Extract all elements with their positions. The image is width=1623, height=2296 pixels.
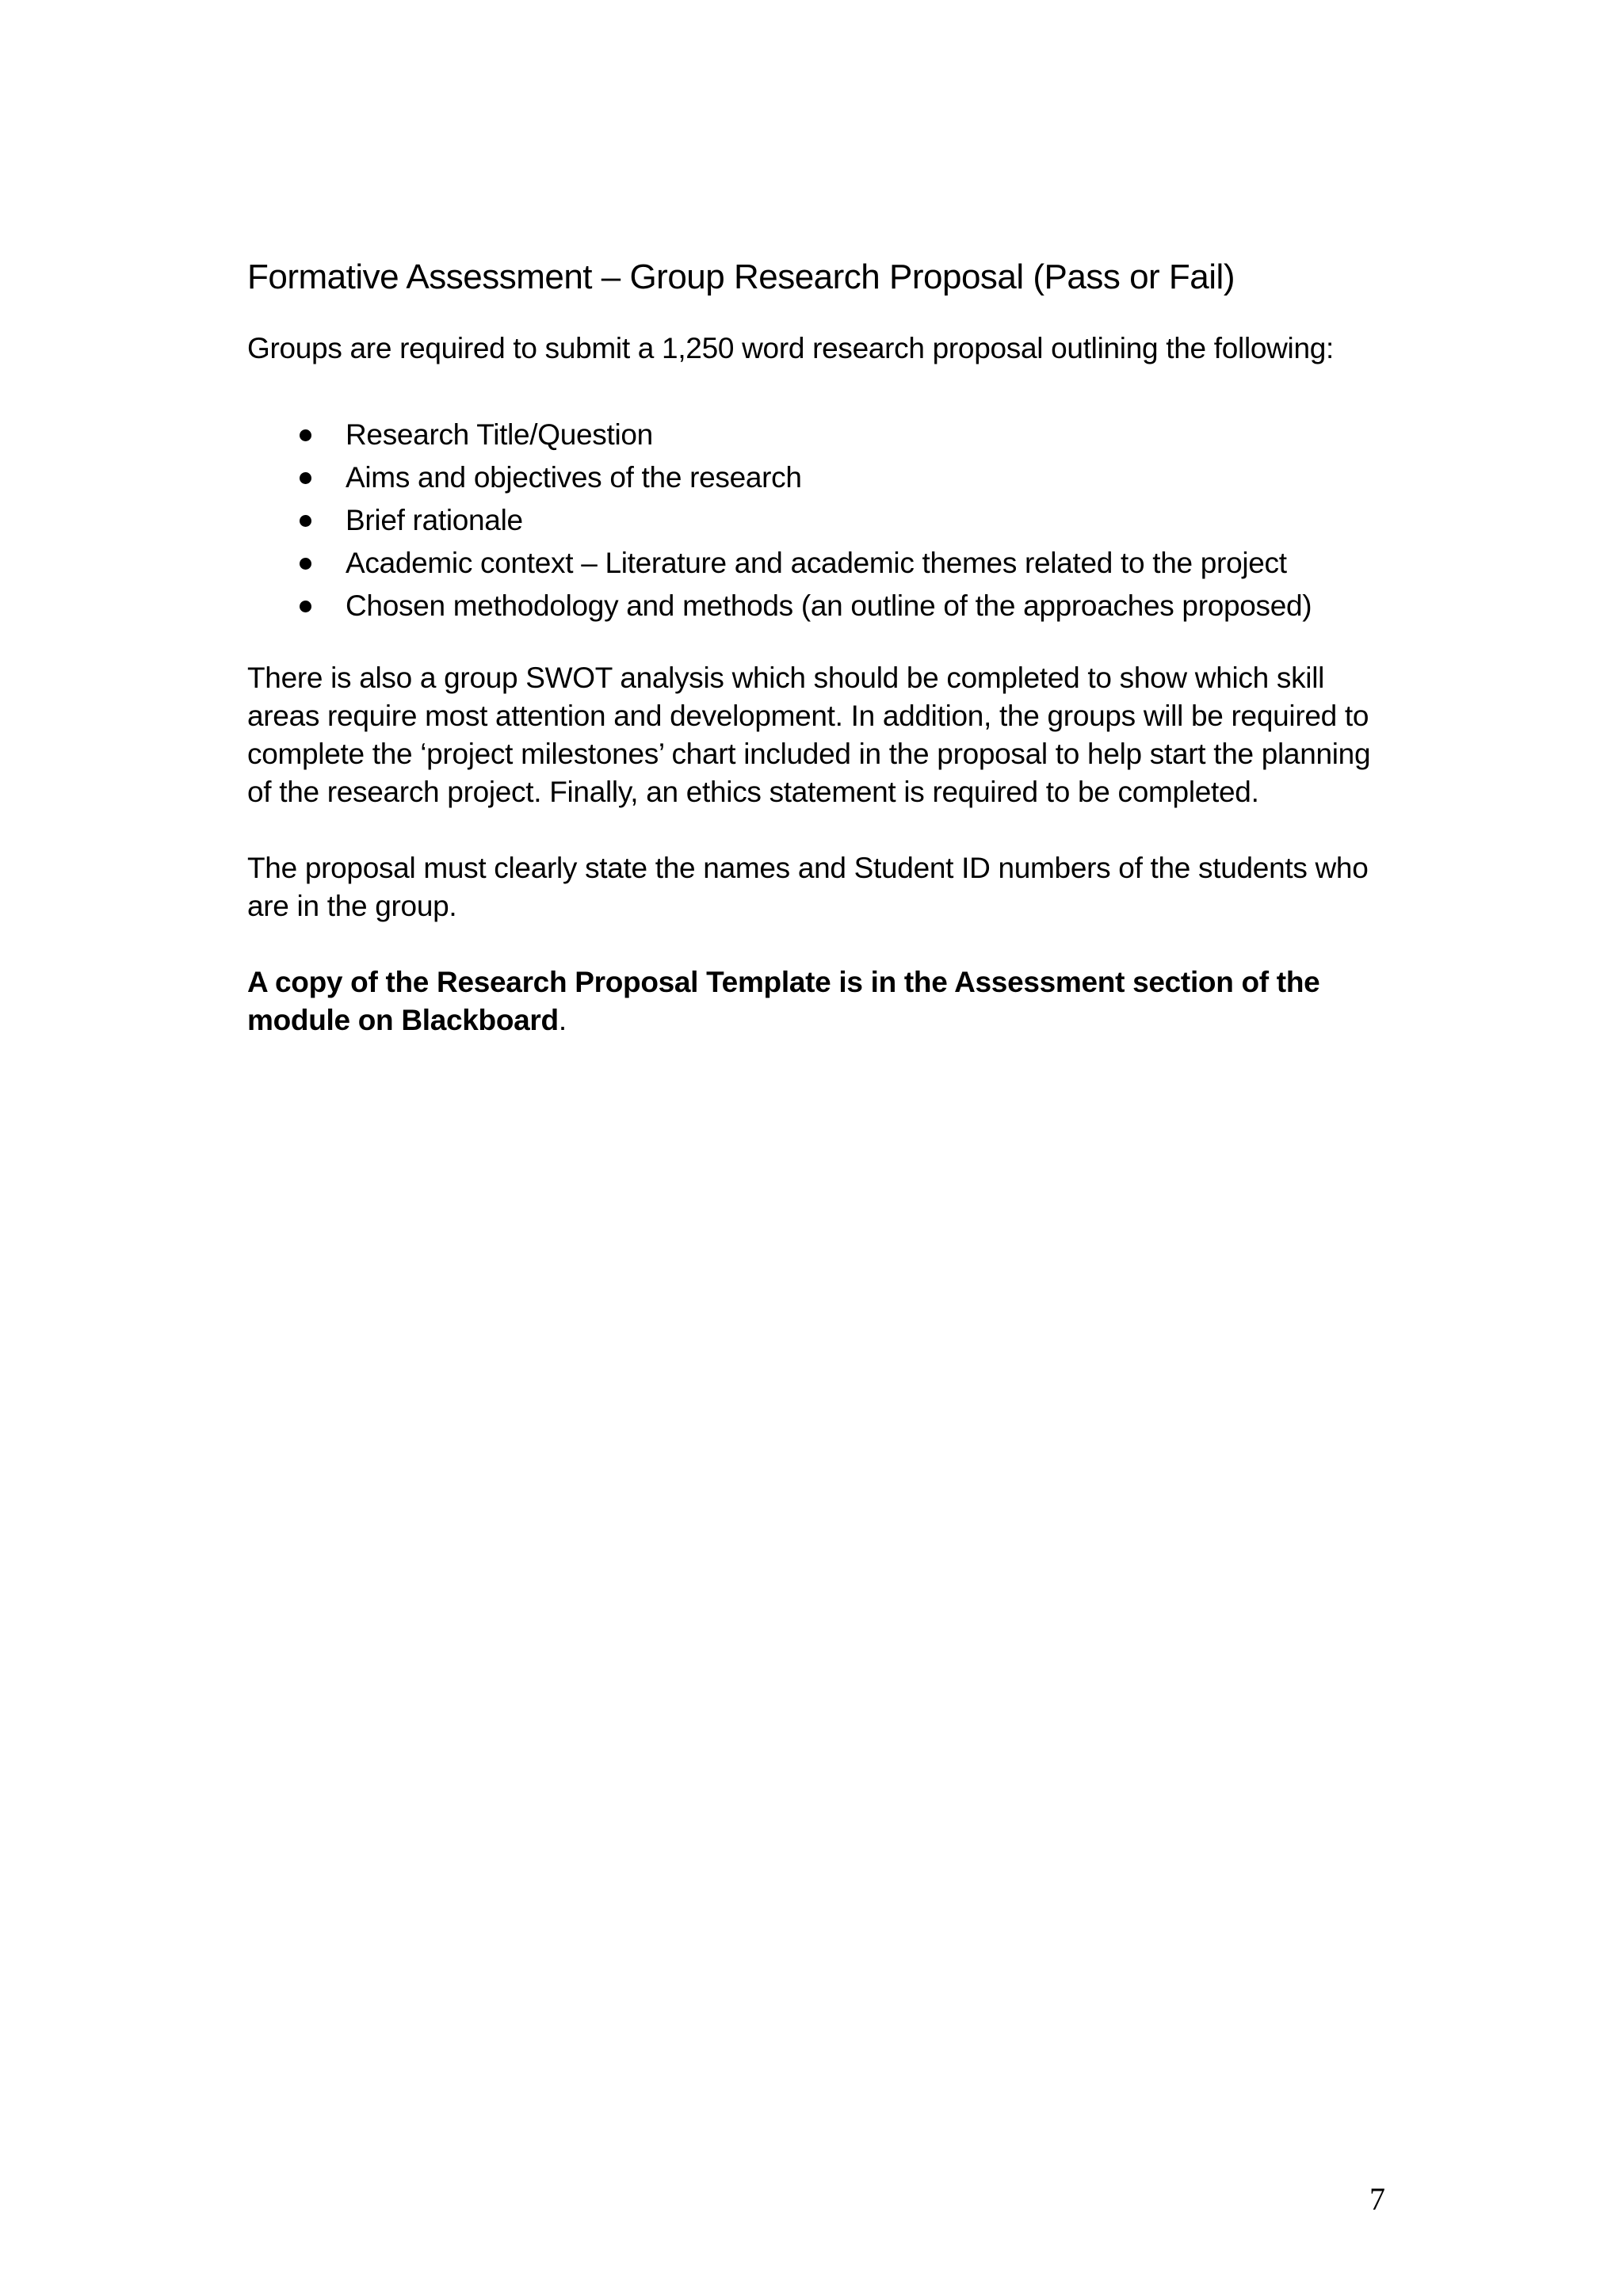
- list-item-text: Research Title/Question: [346, 418, 653, 451]
- bullet-icon: [300, 472, 311, 484]
- list-item: [247, 542, 1396, 585]
- bullet-icon: [300, 429, 311, 441]
- template-note: [247, 963, 1396, 1039]
- list-item-text: Aims and objectives of the research: [346, 461, 802, 494]
- list-item: [247, 499, 1396, 542]
- section-heading: Formative Assessment – Group Research Proposal (Pass or Fail): [247, 257, 1235, 296]
- page-number: 7: [1369, 2181, 1385, 2217]
- list-item-text: Brief rationale: [346, 504, 523, 536]
- list-item: [247, 414, 1396, 456]
- template-note-bold: A copy of the Research Proposal Template is in the Assessment section of the module on Blackboard: [247, 966, 1320, 1036]
- bullet-icon: [300, 515, 311, 527]
- list-item: [247, 456, 1396, 499]
- requirements-list: [247, 414, 1396, 627]
- swot-paragraph: There is also a group SWOT analysis which should be completed to show which skill areas require most attention and development. In addition, the groups will be required to complete the ‘project milestones’ chart included in the proposal to help start the planning of the research project. Finally, an ethics statement is required to be completed.: [247, 662, 1371, 808]
- template-note-tail: .: [558, 1004, 567, 1036]
- list-item: [247, 585, 1396, 627]
- list-item-text: Academic context – Literature and academic themes related to the project: [346, 547, 1287, 579]
- list-item-text: Chosen methodology and methods (an outline of the approaches proposed): [346, 589, 1312, 622]
- page-content: [247, 254, 1396, 1039]
- bullet-icon: [300, 558, 311, 570]
- intro-paragraph: Groups are required to submit a 1,250 word research proposal outlining the following:: [247, 332, 1335, 364]
- bullet-icon: [300, 601, 311, 612]
- student-ids-paragraph: The proposal must clearly state the names and Student ID numbers of the students who are in the group.: [247, 852, 1369, 922]
